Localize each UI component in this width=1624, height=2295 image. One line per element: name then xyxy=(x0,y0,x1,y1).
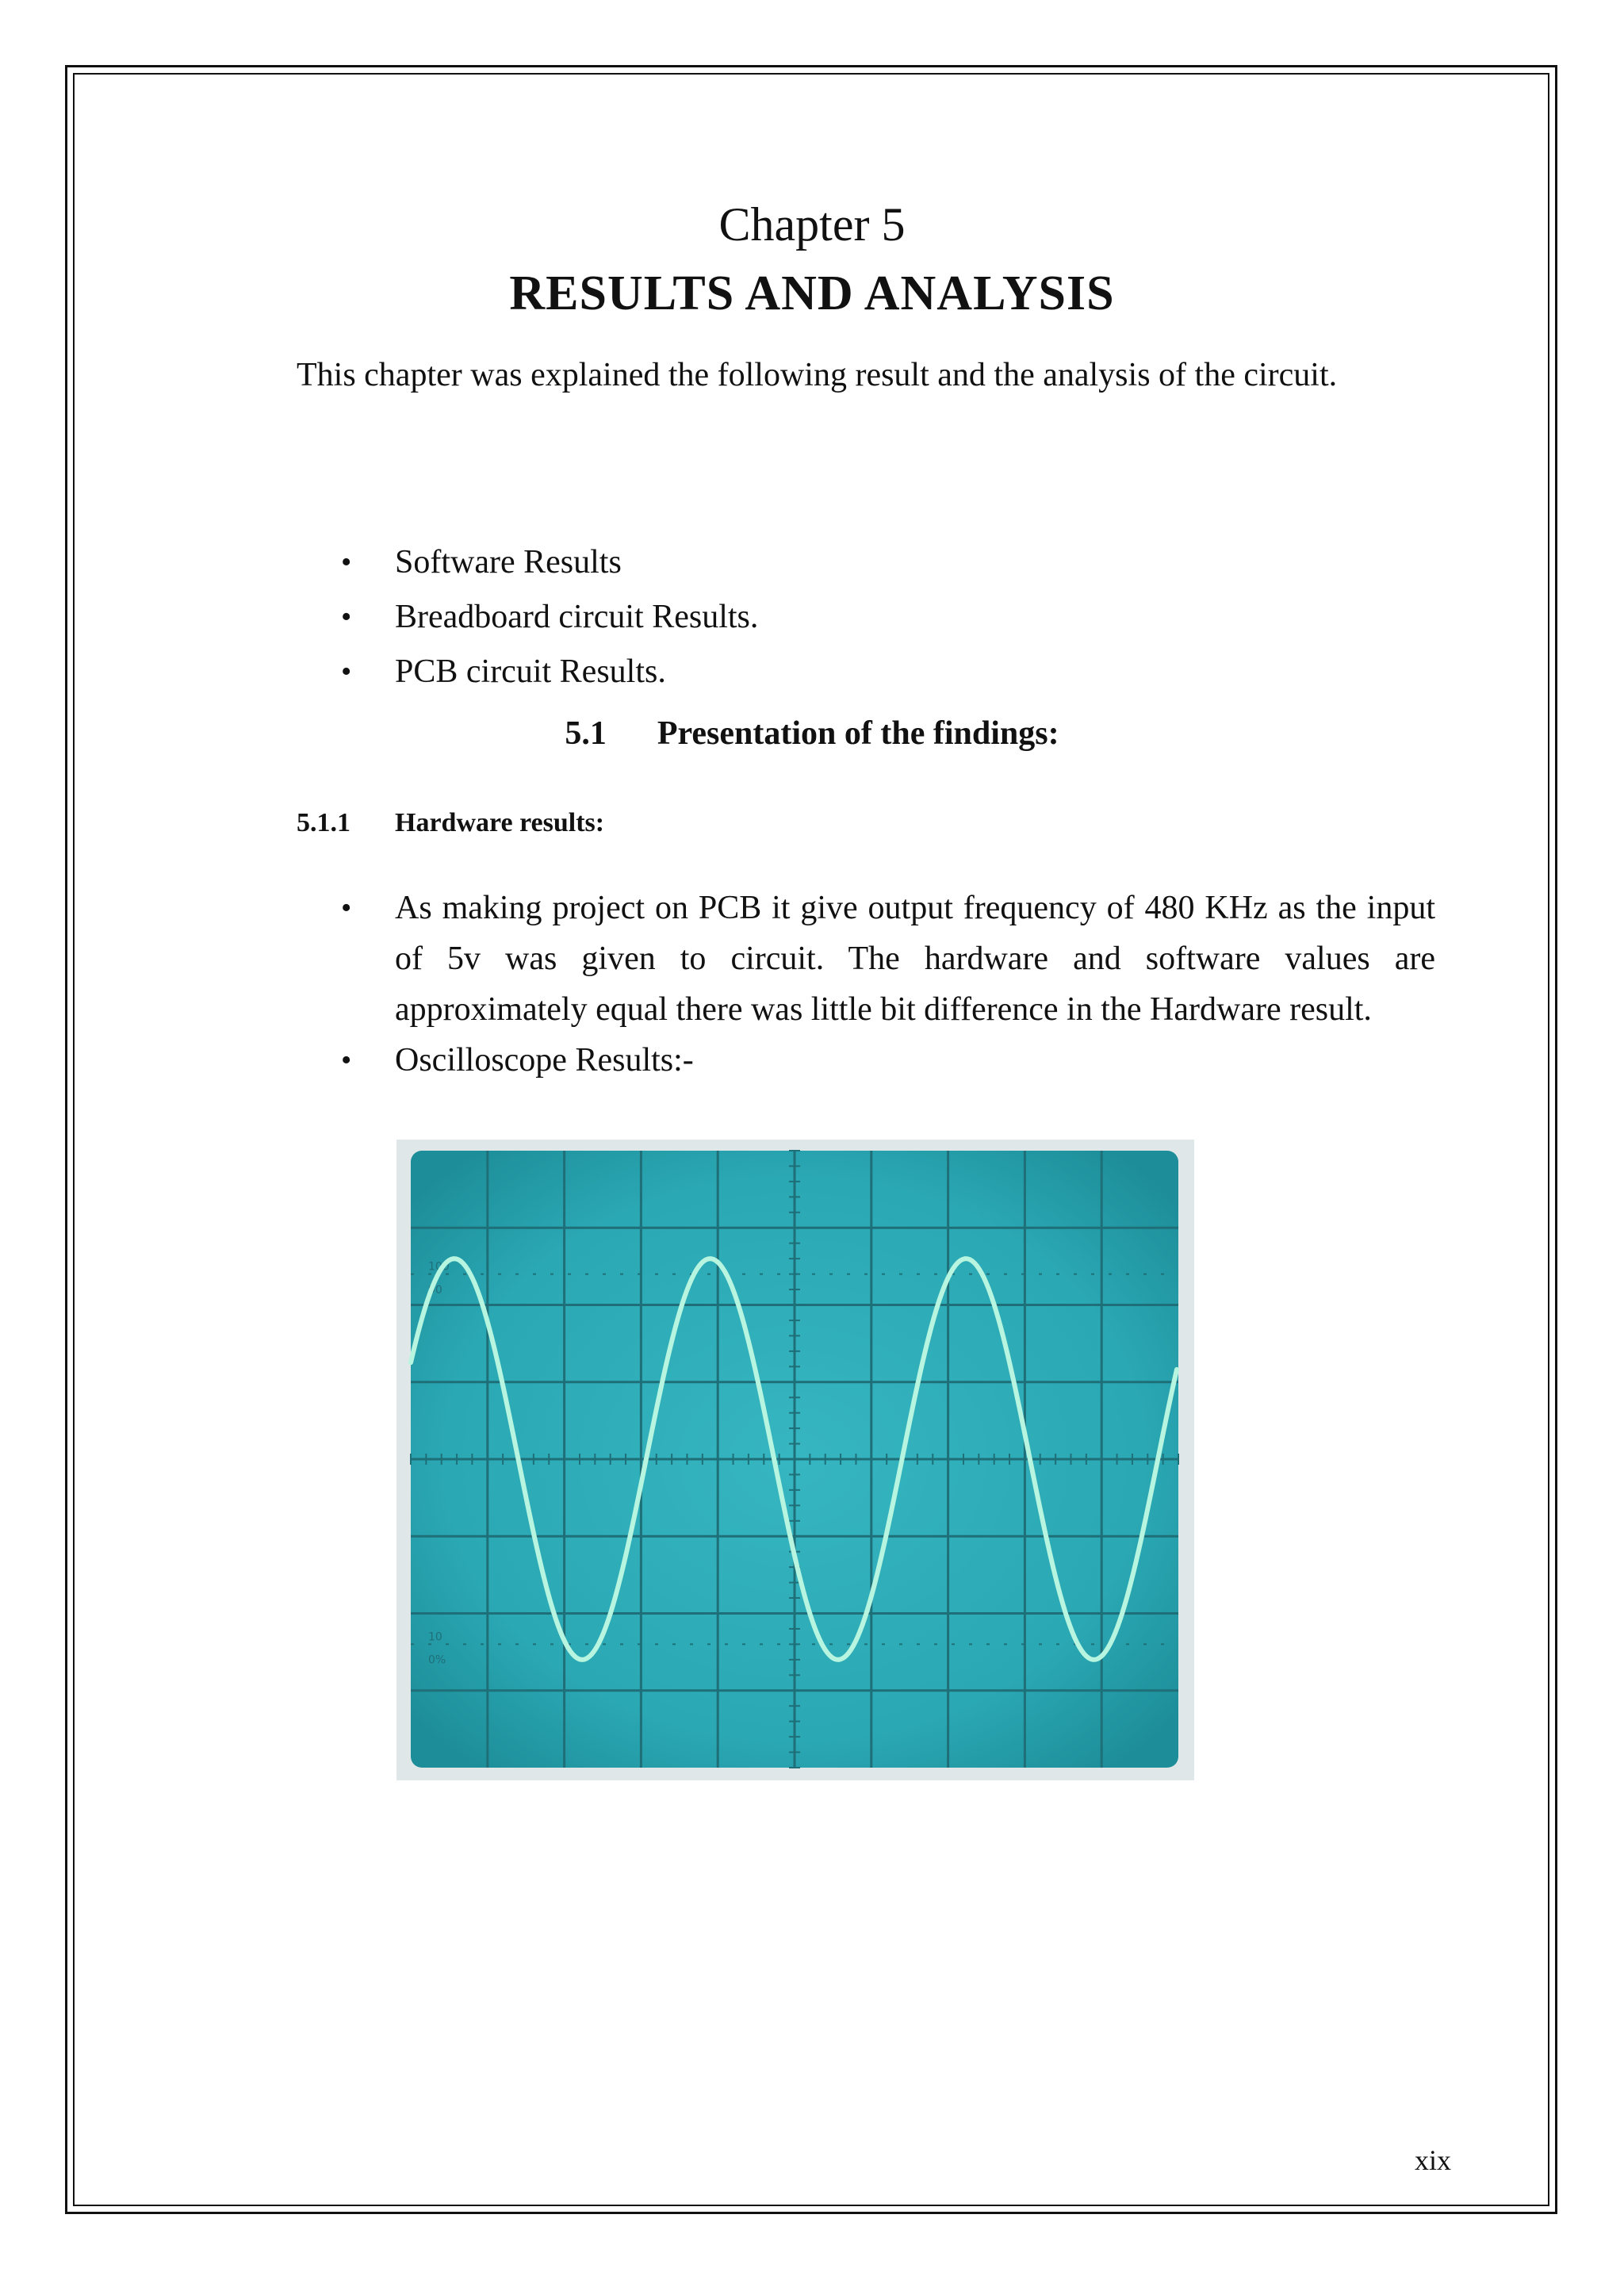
list-item: • Software Results xyxy=(341,535,1435,590)
subsection-number: 5.1.1 xyxy=(297,808,350,837)
scale-label: 100 xyxy=(428,1260,450,1274)
section-number: 5.1 xyxy=(565,715,607,752)
results-list xyxy=(341,535,1435,699)
intro-paragraph: This chapter was explained the following result and the analysis of the circuit. xyxy=(297,357,1338,393)
hardware-results-list xyxy=(341,883,1435,1086)
subsection-title: Hardware results: xyxy=(395,808,605,837)
scale-label: 10 xyxy=(428,1630,442,1644)
list-item: • As making project on PCB it give output frequency of 480 KHz as the input of 5v was given to circuit. The hardware and software values are approximately equal there was little bit difference in the Hardware result. xyxy=(341,883,1435,1035)
subsection-heading xyxy=(297,803,604,843)
chapter-number: Chapter 5 xyxy=(718,198,906,251)
list-item: • PCB circuit Results. xyxy=(341,645,1435,699)
list-item: • Breadboard circuit Results. xyxy=(341,590,1435,645)
section-heading xyxy=(0,710,1624,757)
section-title: Presentation of the findings: xyxy=(657,715,1059,752)
chapter-title: RESULTS AND ANALYSIS xyxy=(509,266,1115,320)
list-item: • Oscilloscope Results:- xyxy=(341,1035,1435,1086)
scale-label: 0% xyxy=(428,1653,446,1667)
page-number: xix xyxy=(1414,2144,1451,2176)
oscilloscope-image xyxy=(396,1140,1194,1780)
scale-label: 90 xyxy=(428,1283,442,1297)
